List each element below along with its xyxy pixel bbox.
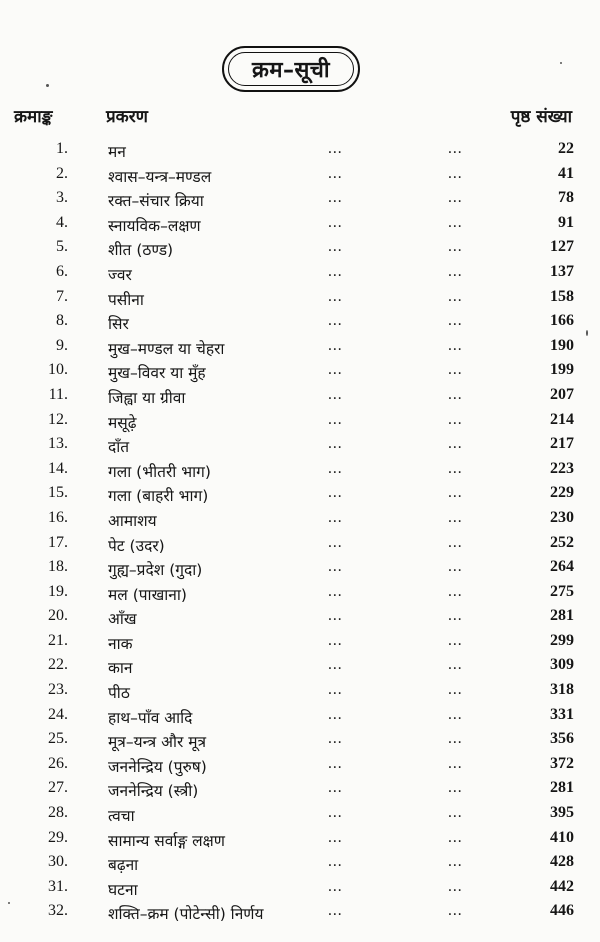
leader-dots: ... [448, 508, 463, 526]
leader-dots: ... [448, 189, 463, 207]
entry-number: 2. [56, 164, 68, 182]
entry-page: 223 [550, 459, 574, 477]
entry-page: 356 [550, 730, 574, 748]
leader-dots: ... [328, 607, 343, 625]
entry-topic: श्वास–यन्त्र–मण्डल [108, 167, 212, 186]
page-title: क्रम–सूची [251, 58, 331, 83]
entry-page: 127 [550, 238, 574, 256]
toc-row [0, 460, 600, 485]
toc-row [0, 632, 600, 657]
leader-dots: ... [448, 853, 463, 871]
leader-dots: ... [328, 582, 343, 600]
leader-dots: ... [448, 385, 463, 403]
entry-topic: मुख–मण्डल या चेहरा [108, 339, 225, 358]
leader-dots: ... [328, 164, 343, 182]
toc-row [0, 656, 600, 681]
leader-dots: ... [448, 238, 463, 256]
entry-number: 5. [56, 238, 68, 256]
entry-number: 13. [48, 435, 68, 453]
entry-page: 207 [550, 385, 574, 403]
leader-dots: ... [328, 705, 343, 723]
entry-page: 229 [550, 484, 574, 502]
leader-dots: ... [328, 435, 343, 453]
leader-dots: ... [328, 754, 343, 772]
entry-topic: सिर [108, 315, 129, 334]
entry-topic: कान [108, 659, 133, 678]
entry-topic: हाथ–पाँव आदि [108, 708, 193, 727]
leader-dots: ... [328, 779, 343, 797]
toc-row [0, 189, 600, 214]
leader-dots: ... [328, 730, 343, 748]
entry-page: 275 [550, 582, 574, 600]
entry-number: 24. [48, 705, 68, 723]
toc-row [0, 386, 600, 411]
toc-row [0, 435, 600, 460]
leader-dots: ... [448, 336, 463, 354]
leader-dots: ... [328, 410, 343, 428]
leader-dots: ... [328, 853, 343, 871]
leader-dots: ... [448, 754, 463, 772]
leader-dots: ... [328, 681, 343, 699]
toc-row [0, 312, 600, 337]
leader-dots: ... [448, 312, 463, 330]
entry-topic: पेट (उदर) [108, 536, 165, 555]
entry-page: 22 [558, 140, 574, 157]
print-speck [8, 902, 10, 904]
entry-number: 8. [56, 312, 68, 330]
leader-dots: ... [328, 656, 343, 674]
leader-dots: ... [448, 140, 463, 157]
leader-dots: ... [328, 213, 343, 231]
entry-topic: बढ़ना [108, 856, 139, 875]
leader-dots: ... [328, 533, 343, 551]
leader-dots: ... [328, 828, 343, 846]
entry-number: 28. [48, 804, 68, 822]
entry-page: 281 [550, 607, 574, 625]
entry-number: 25. [48, 730, 68, 748]
entry-topic: मूत्र–यन्त्र और मूत्र [108, 733, 207, 752]
leader-dots: ... [448, 902, 463, 920]
leader-dots: ... [328, 238, 343, 256]
print-speck [560, 62, 562, 64]
entry-page: 78 [558, 189, 574, 207]
entry-number: 11. [48, 385, 68, 403]
entry-page: 190 [550, 336, 574, 354]
entry-number: 15. [48, 484, 68, 502]
entry-number: 6. [56, 262, 68, 280]
entry-number: 30. [48, 853, 68, 871]
entry-topic: मल (पाखाना) [108, 585, 187, 604]
toc-row [0, 509, 600, 534]
entry-page: 217 [550, 435, 574, 453]
toc-row [0, 706, 600, 731]
entry-topic: गला (भीतरी भाग) [108, 462, 211, 481]
entry-topic: सामान्य सर्वाङ्ग लक्षण [108, 831, 225, 850]
entry-number: 29. [48, 828, 68, 846]
toc-row [0, 484, 600, 509]
entry-topic: रक्त–संचार क्रिया [108, 192, 204, 211]
entry-page: 166 [550, 312, 574, 330]
toc-row [0, 878, 600, 903]
entry-page: 137 [550, 262, 574, 280]
entry-topic: ज्वर [108, 265, 132, 284]
leader-dots: ... [328, 140, 343, 157]
entry-page: 281 [550, 779, 574, 797]
entry-page: 428 [550, 853, 574, 871]
leader-dots: ... [448, 631, 463, 649]
toc-row [0, 829, 600, 854]
leader-dots: ... [328, 336, 343, 354]
entry-number: 23. [48, 681, 68, 699]
entry-topic: शक्ति–क्रम (पोटेन्सी) निर्णय [108, 905, 264, 924]
entry-number: 27. [48, 779, 68, 797]
leader-dots: ... [448, 459, 463, 477]
leader-dots: ... [448, 435, 463, 453]
toc-row [0, 730, 600, 755]
entry-topic: पीठ [108, 684, 130, 703]
entry-number: 21. [48, 631, 68, 649]
entry-topic: पसीना [108, 290, 144, 309]
toc-row [0, 263, 600, 288]
leader-dots: ... [448, 656, 463, 674]
leader-dots: ... [328, 508, 343, 526]
header-topic: प्रकरण [106, 107, 148, 127]
entry-number: 7. [56, 287, 68, 305]
column-headers [0, 104, 600, 130]
entry-number: 14. [48, 459, 68, 477]
toc-row [0, 214, 600, 239]
entry-number: 18. [48, 558, 68, 576]
leader-dots: ... [328, 189, 343, 207]
entry-page: 199 [550, 361, 574, 379]
toc-row [0, 558, 600, 583]
leader-dots: ... [448, 804, 463, 822]
toc-row [0, 779, 600, 804]
entry-topic: नाक [108, 634, 133, 653]
entry-number: 16. [48, 508, 68, 526]
header-number: क्रमाङ्क [14, 107, 53, 127]
entry-page: 395 [550, 804, 574, 822]
toc-row [0, 534, 600, 559]
entry-page: 446 [550, 902, 574, 920]
entry-topic: आमाशय [108, 511, 157, 530]
entry-page: 158 [550, 287, 574, 305]
leader-dots: ... [328, 361, 343, 379]
entry-page: 410 [550, 828, 574, 846]
entry-topic: दाँत [108, 438, 130, 457]
entry-topic: जननेन्द्रिय (स्त्री) [108, 782, 199, 801]
toc-row [0, 755, 600, 780]
entry-number: 19. [48, 582, 68, 600]
toc-row [0, 411, 600, 436]
entry-topic: शीत (ठण्ड) [108, 241, 174, 260]
entry-number: 10. [48, 361, 68, 379]
leader-dots: ... [328, 902, 343, 920]
leader-dots: ... [328, 804, 343, 822]
toc-row [0, 902, 600, 927]
entry-number: 26. [48, 754, 68, 772]
leader-dots: ... [448, 607, 463, 625]
leader-dots: ... [448, 410, 463, 428]
entry-page: 442 [550, 877, 574, 895]
entry-page: 309 [550, 656, 574, 674]
entry-number: 3. [56, 189, 68, 207]
leader-dots: ... [328, 459, 343, 477]
entry-topic: गला (बाहरी भाग) [108, 487, 209, 506]
leader-dots: ... [328, 631, 343, 649]
entry-page: 230 [550, 508, 574, 526]
leader-dots: ... [448, 164, 463, 182]
entry-topic: घटना [108, 880, 138, 899]
entry-topic: मसूढ़े [108, 413, 137, 432]
entry-page: 41 [558, 164, 574, 182]
toc-list [0, 140, 600, 927]
toc-row [0, 361, 600, 386]
leader-dots: ... [328, 312, 343, 330]
toc-row [0, 681, 600, 706]
leader-dots: ... [328, 287, 343, 305]
toc-row [0, 288, 600, 313]
leader-dots: ... [448, 361, 463, 379]
leader-dots: ... [328, 484, 343, 502]
print-speck [586, 330, 588, 336]
leader-dots: ... [448, 877, 463, 895]
toc-row [0, 140, 600, 165]
leader-dots: ... [448, 533, 463, 551]
entry-topic: जननेन्द्रिय (पुरुष) [108, 757, 207, 776]
entry-page: 214 [550, 410, 574, 428]
entry-number: 22. [48, 656, 68, 674]
leader-dots: ... [448, 287, 463, 305]
entry-number: 20. [48, 607, 68, 625]
entry-topic: मन [108, 143, 126, 161]
entry-number: 9. [56, 336, 68, 354]
entry-number: 4. [56, 213, 68, 231]
toc-row [0, 804, 600, 829]
entry-page: 331 [550, 705, 574, 723]
toc-row [0, 238, 600, 263]
leader-dots: ... [328, 877, 343, 895]
toc-row [0, 165, 600, 190]
entry-number: 17. [48, 533, 68, 551]
toc-row [0, 583, 600, 608]
leader-dots: ... [448, 779, 463, 797]
header-page: पृष्ठ संख्या [510, 107, 572, 127]
leader-dots: ... [448, 828, 463, 846]
title-frame [222, 46, 360, 92]
leader-dots: ... [328, 385, 343, 403]
entry-topic: आँख [108, 610, 137, 629]
entry-page: 264 [550, 558, 574, 576]
entry-number: 31. [48, 877, 68, 895]
entry-page: 252 [550, 533, 574, 551]
leader-dots: ... [448, 484, 463, 502]
entry-topic: गुह्य–प्रदेश (गुदा) [108, 561, 203, 580]
leader-dots: ... [448, 730, 463, 748]
entry-page: 372 [550, 754, 574, 772]
entry-page: 91 [558, 213, 574, 231]
leader-dots: ... [448, 262, 463, 280]
toc-row [0, 607, 600, 632]
leader-dots: ... [328, 262, 343, 280]
entry-page: 299 [550, 631, 574, 649]
toc-row [0, 337, 600, 362]
leader-dots: ... [448, 705, 463, 723]
entry-number: 32. [48, 902, 68, 920]
entry-topic: जिह्वा या ग्रीवा [108, 388, 186, 407]
entry-topic: त्वचा [108, 807, 135, 826]
toc-row [0, 853, 600, 878]
print-speck [46, 84, 49, 87]
leader-dots: ... [448, 681, 463, 699]
entry-topic: मुख–विवर या मुँह [108, 364, 206, 383]
entry-page: 318 [550, 681, 574, 699]
leader-dots: ... [448, 558, 463, 576]
leader-dots: ... [448, 582, 463, 600]
entry-topic: स्नायविक–लक्षण [108, 216, 201, 235]
leader-dots: ... [328, 558, 343, 576]
entry-number: 12. [48, 410, 68, 428]
leader-dots: ... [448, 213, 463, 231]
entry-number: 1. [56, 140, 68, 157]
